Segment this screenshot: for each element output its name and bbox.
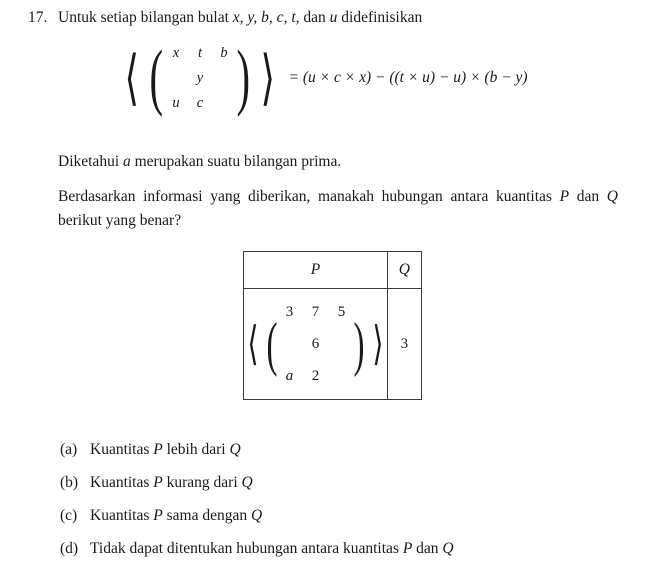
equation-lhs bbox=[120, 36, 528, 119]
option-a[interactable] bbox=[60, 440, 620, 460]
matrix-cell bbox=[170, 69, 181, 87]
option-pre: Kuantitas bbox=[90, 474, 154, 491]
option-text bbox=[90, 506, 262, 526]
given-pre: Diketahui bbox=[58, 153, 123, 170]
stem-suffix: didefinisikan bbox=[337, 9, 423, 26]
right-paren-icon: ) bbox=[353, 311, 365, 377]
left-paren-icon: ( bbox=[266, 311, 278, 377]
option-pre: Tidak dapat ditentukan hubungan antara kuantitas bbox=[90, 540, 403, 557]
matrix-cell: x bbox=[172, 45, 180, 61]
option-mid: kurang dari bbox=[162, 474, 242, 491]
option-variable-p: P bbox=[402, 540, 413, 557]
given-post: merupakan suatu bilangan prima. bbox=[130, 153, 342, 170]
option-mid: lebih dari bbox=[162, 441, 230, 458]
option-label: (d) bbox=[60, 540, 79, 557]
pq-comparison-table bbox=[243, 251, 422, 400]
right-angle-bracket-icon: ⟩ bbox=[372, 318, 384, 370]
right-angle-bracket-icon: ⟩ bbox=[260, 44, 276, 111]
right-paren-icon: ) bbox=[237, 36, 251, 119]
matrix-cell: c bbox=[196, 95, 204, 111]
option-variable-p: P bbox=[153, 441, 163, 458]
prompt-variable-q: Q bbox=[606, 188, 618, 205]
paragraph-given bbox=[58, 150, 618, 174]
equation-matrix bbox=[168, 44, 231, 112]
given-variable: a bbox=[123, 153, 131, 170]
prompt-part-1: Berdasarkan informasi yang diberikan, manakah hubungan antara kuantitas bbox=[58, 188, 560, 205]
p-matrix bbox=[282, 303, 349, 385]
option-d[interactable] bbox=[60, 539, 620, 559]
p-quantity-expression bbox=[244, 303, 387, 385]
left-angle-bracket-icon: ⟨ bbox=[124, 44, 140, 111]
matrix-cell: b bbox=[220, 45, 228, 61]
stem-prefix: Untuk setiap bilangan bulat bbox=[58, 9, 233, 26]
matrix-cell: 3 bbox=[285, 304, 294, 320]
table-header-p: P bbox=[244, 252, 388, 289]
table-cell-q: 3 bbox=[387, 289, 421, 400]
matrix-cell bbox=[218, 94, 229, 112]
matrix-cell: 2 bbox=[311, 368, 320, 384]
matrix-cell bbox=[284, 335, 295, 353]
prompt-part-2: dan bbox=[569, 188, 607, 205]
table-cell-p bbox=[244, 289, 388, 400]
matrix-cell: 6 bbox=[311, 336, 320, 352]
matrix-cell: 5 bbox=[337, 304, 346, 320]
stem-variable-last: u bbox=[329, 9, 338, 26]
stem-middle: dan bbox=[299, 9, 330, 26]
matrix-cell: y bbox=[196, 70, 204, 86]
stem-variable-list: x, y, b, c, t, bbox=[232, 9, 300, 26]
option-text bbox=[90, 440, 241, 460]
equation-rhs: = (u × c × x) − ((t × u) − u) × (b − y) bbox=[288, 69, 528, 86]
option-label: (b) bbox=[60, 474, 79, 491]
option-text bbox=[90, 539, 454, 559]
left-angle-bracket-icon: ⟨ bbox=[247, 318, 259, 370]
option-label: (a) bbox=[60, 441, 78, 458]
option-b[interactable] bbox=[60, 473, 620, 493]
option-mid: sama dengan bbox=[162, 507, 251, 524]
matrix-cell: u bbox=[172, 95, 180, 111]
table-header-row bbox=[244, 252, 422, 289]
display-equation bbox=[0, 36, 648, 119]
prompt-part-3: berikut yang benar? bbox=[58, 212, 182, 229]
option-text bbox=[90, 473, 253, 493]
answer-options bbox=[60, 440, 620, 572]
option-variable-p: P bbox=[153, 507, 163, 524]
question-stem-text bbox=[58, 8, 422, 28]
option-variable-q: Q bbox=[250, 507, 263, 524]
option-variable-p: P bbox=[153, 474, 163, 491]
option-c[interactable] bbox=[60, 506, 620, 526]
matrix-cell bbox=[336, 335, 347, 353]
question-number: 17. bbox=[28, 9, 48, 26]
matrix-cell bbox=[218, 69, 229, 87]
paragraph-prompt bbox=[58, 185, 618, 233]
matrix-cell: 7 bbox=[311, 304, 320, 320]
left-paren-icon: ( bbox=[149, 36, 163, 119]
option-pre: Kuantitas bbox=[90, 507, 154, 524]
prompt-variable-p: P bbox=[559, 188, 570, 205]
matrix-cell: a bbox=[285, 368, 294, 384]
matrix-cell bbox=[336, 367, 347, 385]
option-variable-q: Q bbox=[229, 441, 241, 458]
table-row bbox=[244, 289, 422, 400]
option-variable-q: Q bbox=[241, 474, 253, 491]
option-variable-q: Q bbox=[442, 540, 454, 557]
question-stem bbox=[28, 8, 628, 28]
option-label: (c) bbox=[60, 507, 78, 524]
option-mid: dan bbox=[412, 540, 443, 557]
table-header-q: Q bbox=[387, 252, 421, 289]
matrix-cell: t bbox=[197, 45, 202, 61]
option-pre: Kuantitas bbox=[90, 441, 154, 458]
